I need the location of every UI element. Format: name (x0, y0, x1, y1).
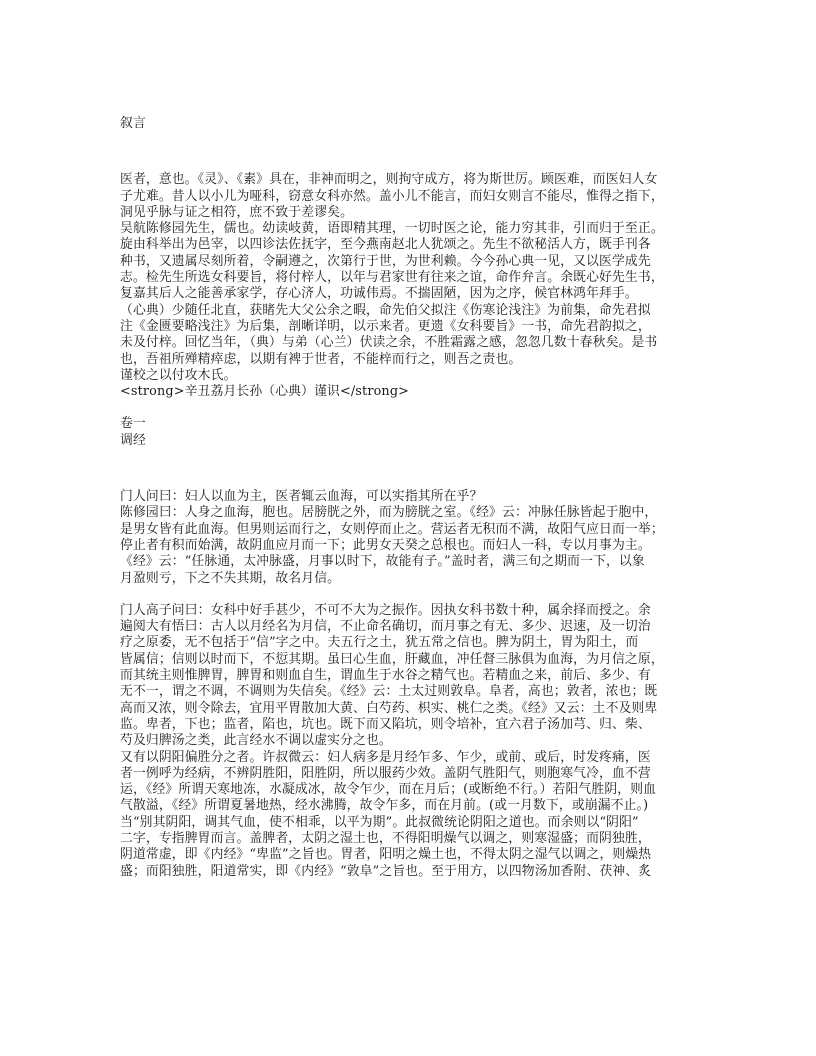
text-line: 子尤难。昔人以小儿为哑科，窃意女科亦然。盖小儿不能言，而妇女则言不能尽，惟得之指下， (120, 188, 664, 204)
text-line: 复嘉其后人之能善承家学，存心济人，功诚伟焉。不揣固陋，因为之序，候官林鸿年拜手。 (120, 286, 638, 302)
text-line: 停止者有积而始满，故阴血应月而一下；此男女天癸之总根也。而妇人一科，专以月事为主。 (120, 537, 651, 553)
spacer (120, 400, 700, 416)
spacer (120, 587, 700, 603)
text-line: 而其统主则惟脾胃，脾胃和则血自生，谓血生于水谷之精气也。若精血之来，前后、多少、有 (120, 668, 651, 684)
qa-section-1 (120, 489, 700, 587)
text-line: 又有以阴阳偏胜分之者。许叔微云：妇人病多是月经乍多、乍少，或前、或后，时发疼痛，医 (120, 749, 651, 765)
qa-section-2 (120, 603, 700, 880)
text-line: 陈修园曰：人身之血海，胞也。居膀胱之外，而为膀胱之室。《经》云：冲脉任脉皆起于胞中， (120, 505, 658, 521)
preface-signature: <strong>辛丑荔月长孙（心典）谨识</strong> (120, 384, 410, 400)
text-line: 门人问曰：妇人以血为主，医者辄云血海，可以实指其所在乎？ (120, 489, 483, 505)
spacer (120, 132, 700, 172)
document-page (120, 116, 700, 880)
text-line: 旋由科举出为邑宰，以四诊法佐抚字，至今燕南赵北人犹颂之。先生不欲秘活人方，既手刊各 (120, 237, 651, 253)
text-line: 皆属信；信则以时而下，不愆其期。虽曰心生血，肝藏血，冲任督三脉俱为血海，为月信之原， (120, 651, 664, 667)
text-line: 医者，意也。《灵》、《素》具在，非神而明之，则拘守成方，将为斯世厉。顾医难，而医妇人女 (120, 172, 658, 188)
text-line: 遍阅大有悟曰：古人以月经名为月信，不止命名确切，而月事之有无、多少、迟速，及一切治 (120, 619, 651, 635)
preface-body (120, 172, 700, 400)
text-line: 门人高子问曰：女科中好手甚少，不可不大为之振作。因执女科书数十种，属余择而授之。余 (120, 602, 651, 618)
text-line: 高而又浓，则令除去，宜用平胃散加大黄、白芍药、枳实、桃仁之类。《经》又云：土不及则卑 (120, 700, 658, 716)
text-line: 监。卑者，下也；监者，陷也，坑也。既下而又陷坑，则令培补，宜六君子汤加芎、归、柴、 (120, 716, 651, 732)
text-line: 也，吾祖所殚精瘁虑，以期有裨于世者，不能梓而行之，则吾之责也。 (120, 351, 522, 367)
preface-title: 叙言 (120, 116, 146, 131)
text-line: 无不一，谓之不调，不调则为失信矣。《经》云：土太过则敦阜。阜者，高也；敦者，浓也；既 (120, 684, 658, 700)
text-line: 月盈则亏，下之不失其期，故名月信。 (120, 570, 341, 586)
text-line: 《经》云：“任脉通，太冲脉盛，月事以时下，故能有子。”盖时者，满三旬之期而一下，以象 (120, 554, 645, 570)
text-line: 谨校之以付攻木氏。 (120, 367, 237, 383)
text-line: 二字，专指脾胃而言。盖脾者，太阴之湿土也，不得阳明燥气以调之，则寒湿盛；而阴独胜， (120, 830, 651, 846)
text-line: 未及付梓。回忆当年，（典）与弟（心兰）伏读之余，不胜霜露之感，忽忽几数十春秋矣。是书 (120, 335, 658, 351)
text-line: 运，《经》所谓天寒地冻，水凝成冰，故令乍少，而在月后；(或断绝不行。）若阳气胜阴，则血 (120, 782, 657, 798)
text-line: 志。检先生所选女科要旨，将付梓人，以年与君家世有往来之谊，命作弁言。余既心好先生书， (120, 270, 664, 286)
text-line: 气散溢，《经》所谓夏暑地热，经水沸腾，故令乍多，而在月前。(或一月数下，或崩漏不止。) (120, 798, 649, 814)
text-line: 是男女皆有此血海。但男则运而行之，女则停而止之。营运者无积而不满，故阳气应日而一举； (120, 521, 664, 537)
text-line: 芍及归脾汤之类，此言经水不调以虚实分之也。 (120, 733, 392, 749)
text-line: 当“别其阴阳，调其气血，使不相乖，以平为期”。此叔微统论阴阳之道也。而余则以“阴阳” (120, 814, 639, 830)
text-line: 者一例呼为经病，不辨阴胜阳，阳胜阴，所以服药少效。盖阴气胜阳气，则胞寒气冷，血不营 (120, 765, 651, 781)
chapter-title: 调经 (120, 432, 146, 448)
volume-title: 卷一 (120, 416, 146, 432)
text-line: 盛；而阳独胜，阳道常实，即《内经》“敦阜”之旨也。至于用方，以四物汤加香附、茯神、炙 (120, 863, 652, 879)
text-line: 洞见乎脉与证之相符，庶不致于差谬矣。 (120, 204, 354, 220)
text-line: 种书，又遗属尽刻所着，令嗣遵之，次第行于世，为世利赖。今今孙心典一见，又以医学成先 (120, 253, 651, 269)
text-line: 注《金匮要略浅注》为后集，剖晰详明，以示来者。更遗《女科要旨》一书，命先君韵拟之， (120, 318, 651, 334)
spacer (120, 449, 700, 489)
text-line: 疗之原委，无不包括于“信”字之中。夫五行之土，犹五常之信也。脾为阴土，胃为阳土，而 (120, 635, 639, 651)
text-line: 阴道常虚，即《内经》“卑监”之旨也。胃者，阳明之燥土也，不得太阴之湿气以调之，则燥热 (120, 847, 652, 863)
text-line: 吴航陈修园先生，儒也。幼读岐黄，语即精其理，一切时医之论，能力穷其非，引而归于至正。 (120, 221, 664, 237)
text-line: （心典）少随任北直，获睹先大父公余之暇，命先伯父拟注《伤寒论浅注》为前集，命先君拟 (120, 302, 651, 318)
